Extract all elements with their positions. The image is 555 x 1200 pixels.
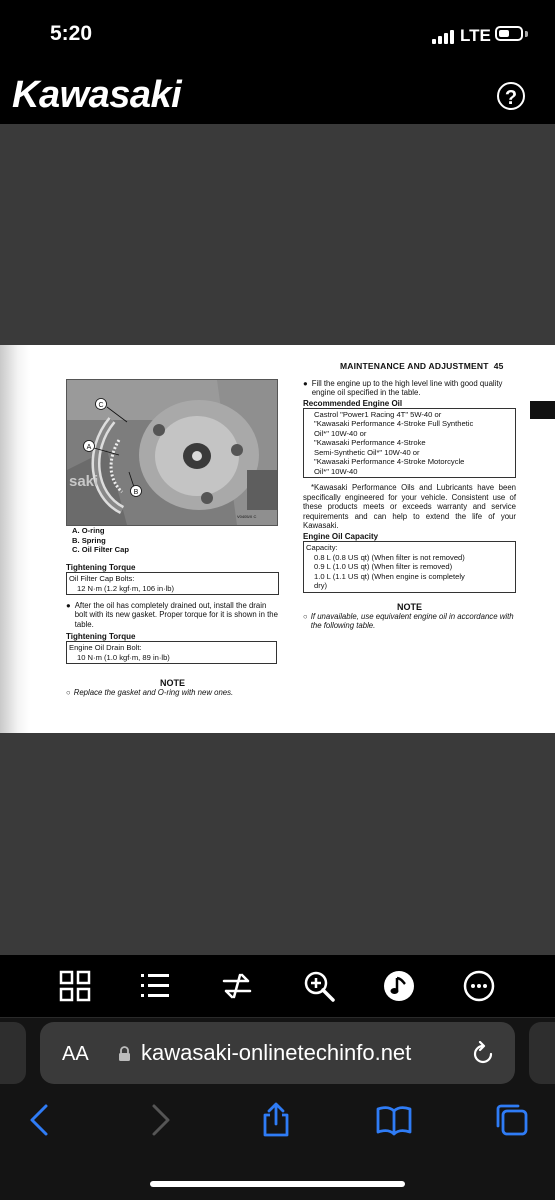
status-time: 5:20 — [50, 22, 93, 45]
photo-watermark: saki — [69, 473, 99, 490]
right-column — [303, 379, 516, 631]
torque2-title: Tightening Torque — [66, 632, 136, 642]
next-tab-ghost[interactable] — [529, 1022, 555, 1084]
left-note-text: ○ Replace the gasket and O-ring with new ones. — [66, 688, 234, 698]
network-type: LTE — [460, 26, 491, 45]
oil-box: Castrol "Power1 Racing 4T" 5W-40 or "Kawasaki Performance 4-Stroke Full Synthetic Oil*" 10W-40 or "Kawasaki Performance 4-Stroke Semi-Synthetic Oil*" 10W-40 or "Kawasaki Performance 4-Stroke Motorcycle Oil*" 10W-40 — [303, 408, 516, 479]
manual-page[interactable] — [0, 345, 555, 733]
question-circle-icon[interactable]: ? — [497, 82, 525, 110]
viewer-background-top — [0, 124, 555, 345]
viewer-background-bottom — [0, 733, 555, 955]
oil-title: Recommended Engine Oil — [303, 398, 403, 408]
back-icon[interactable] — [22, 1102, 58, 1138]
callout-b: B — [133, 489, 139, 496]
left-note-title: NOTE — [159, 678, 185, 689]
brand-logo: Kawasaki — [12, 74, 182, 116]
torque1-box: Oil Filter Cap Bolts: 12 N·m (1.2 kgf·m, 106 in·lb) — [66, 572, 279, 595]
url-text[interactable]: kawasaki-onlinetechinfo.net — [141, 1040, 412, 1065]
share-icon[interactable] — [258, 1102, 294, 1138]
zoom-in-icon[interactable] — [302, 969, 336, 1003]
reload-icon[interactable] — [470, 1041, 496, 1067]
drain-bolt-bullet: ● After the oil has completely drained out, install the drain bolt with its new gasket. Proper torque for it is shown in the table. — [66, 601, 278, 629]
signal-icon — [432, 30, 456, 44]
battery-icon — [495, 26, 523, 41]
more-icon[interactable] — [462, 969, 496, 1003]
previous-tab-ghost[interactable] — [0, 1022, 26, 1084]
bookmarks-icon[interactable] — [376, 1102, 412, 1138]
status-bar — [0, 0, 555, 70]
page-header: MAINTENANCE AND ADJUSTMENT 45 — [340, 361, 504, 371]
right-note-text: ○ If unavailable, use equivalent engine oil in accordance with the following table. — [303, 611, 514, 631]
torque1-title: Tightening Torque — [66, 563, 136, 572]
right-note-title: NOTE — [396, 601, 422, 612]
viewer-toolbar — [0, 955, 555, 1017]
audio-icon[interactable] — [382, 969, 416, 1003]
capacity-box: Capacity: 0.8 L (0.8 US qt) (When filter is not removed) 0.9 L (1.0 US qt) (When filter is removed) 1.0 L (1.1 US qt) (When engine is completely dry) — [303, 541, 516, 593]
page-spine-shadow — [0, 345, 30, 733]
text-size-button[interactable]: AA — [62, 1043, 89, 1065]
capacity-title: Engine Oil Capacity — [303, 532, 379, 542]
callout-c: C — [98, 402, 104, 409]
list-icon[interactable] — [138, 969, 172, 1003]
battery-tip — [525, 31, 528, 37]
fill-engine-bullet: ● Fill the engine up to the high level line with good quality engine oil specified in the table. — [303, 379, 503, 398]
figure-legend: A. O-ring B. Spring C. Oil Filter Cap — [72, 526, 129, 554]
tabs-icon[interactable] — [494, 1102, 530, 1138]
callout-a: A — [86, 444, 92, 451]
left-column — [66, 563, 279, 698]
torque2-box: Engine Oil Drain Bolt: 10 N·m (1.0 kgf·m, 89 in·lb) — [66, 641, 277, 664]
oil-filter-photo — [66, 379, 278, 526]
forward-icon[interactable] — [142, 1102, 178, 1138]
home-indicator — [150, 1181, 405, 1187]
app-header — [0, 70, 555, 124]
page-number: 45 — [493, 361, 504, 371]
swap-icon[interactable] — [220, 969, 254, 1003]
grid-view-icon[interactable] — [58, 969, 92, 1003]
oil-filter-illustration — [67, 380, 277, 525]
lock-icon — [118, 1046, 131, 1061]
section-tab-marker — [530, 401, 555, 419]
photo-code: V0405/X C — [237, 514, 257, 519]
oil-footnote: *Kawasaki Performance Oils and Lubricants have been specifically engineered for your vehicle. Consistent use of these products meets or exceeds warranty and service requirements and can help to extend the life of your Kawasaki. — [303, 483, 516, 530]
